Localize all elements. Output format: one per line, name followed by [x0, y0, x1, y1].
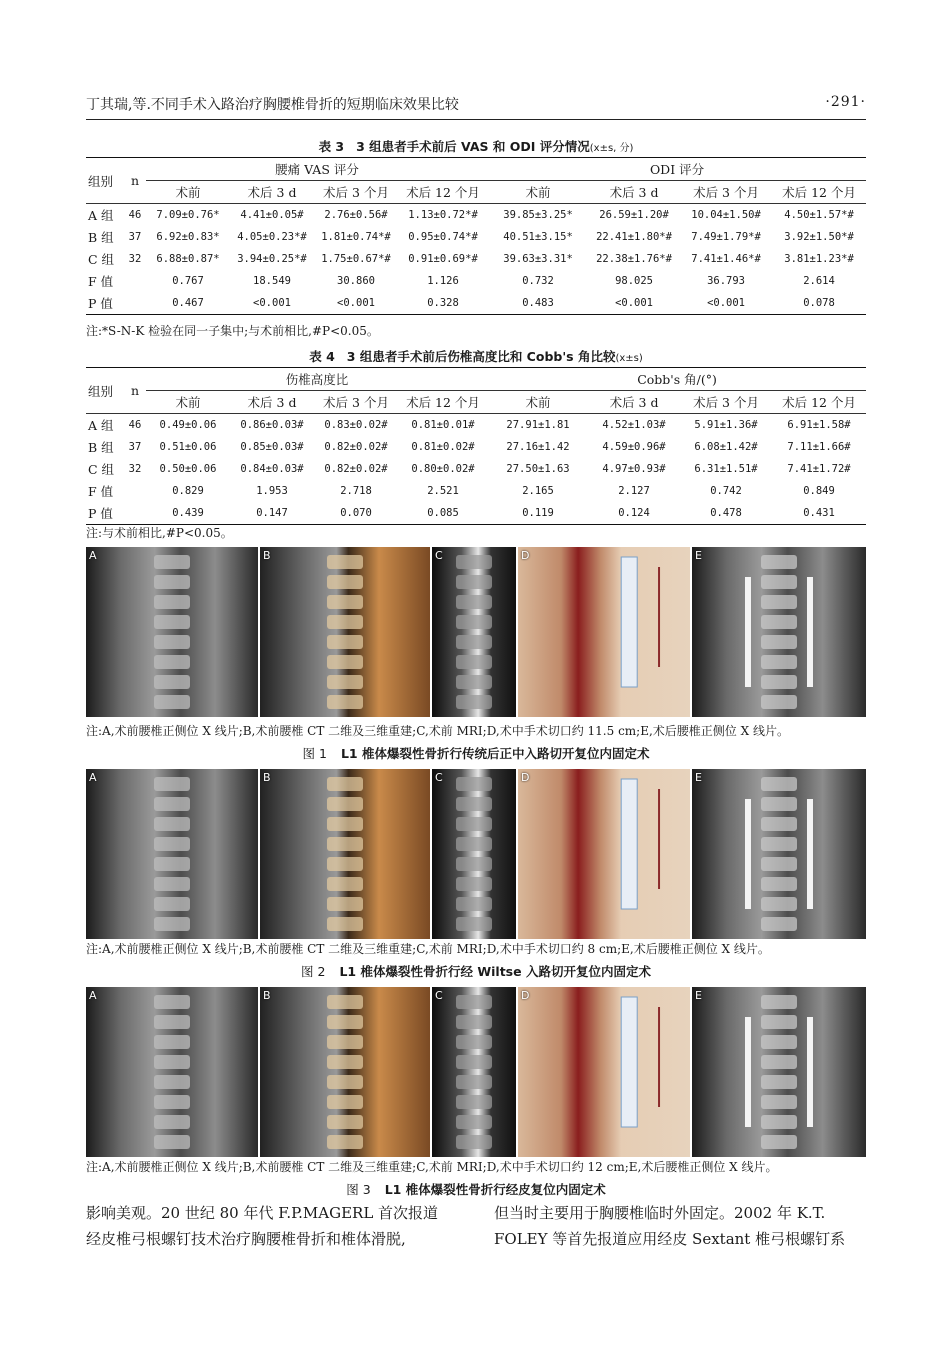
figure-panel [692, 769, 866, 939]
row-n: 37 [128, 441, 142, 453]
table4-note: 注:与术前相比,#P<0.05。 [86, 526, 233, 540]
subheader-cell: 术前 [525, 395, 551, 410]
figure3-caption [86, 1180, 866, 1198]
table-cell: 0.95±0.74*# [408, 231, 478, 243]
figure3-images [86, 987, 866, 1157]
figure2-caption [86, 962, 866, 980]
table-cell: 6.91±1.58# [787, 419, 851, 431]
subheader-cell: 术后 12 个月 [782, 395, 856, 410]
table-cell: 0.84±0.03# [240, 463, 304, 475]
row-n: 46 [128, 209, 142, 221]
subheader-cell: 术后 3 个月 [323, 395, 389, 410]
row-label: P 值 [88, 506, 113, 521]
table-row [86, 436, 866, 458]
table-cell: 98.025 [615, 275, 653, 287]
table-cell: 0.467 [172, 297, 204, 309]
panel-label: C [435, 989, 443, 1002]
table-cell: 0.86±0.03# [240, 419, 304, 431]
table-cell: 0.49±0.06 [159, 419, 217, 431]
table-cell: 0.91±0.69*# [408, 253, 478, 265]
figure3-note: 注:A,术前腰椎正侧位 X 线片;B,术前腰椎 CT 二维及三维重建;C,术前 MRI;D,术中手术切口约 12 cm;E,术后腰椎正侧位 X 线片。 [86, 1160, 778, 1174]
table-row [86, 480, 866, 502]
figure2-title: L1 椎体爆裂性骨折行经 Wiltse 入路切开复位内固定术 [339, 964, 651, 979]
table-cell: 6.31±1.51# [694, 463, 758, 475]
body-line: 经皮椎弓根螺钉技术治疗胸腰椎骨折和椎体滑脱, [86, 1230, 406, 1248]
figure1-images [86, 547, 866, 717]
panel-label: D [521, 549, 530, 562]
figure-panel [518, 769, 690, 939]
figure-panel [260, 769, 430, 939]
figure1-title: L1 椎体爆裂性骨折行传统后正中入路切开复位内固定术 [340, 746, 650, 761]
table-row [86, 502, 866, 525]
table4-title-suffix: (x±s) [615, 353, 643, 364]
table-cell: 7.41±1.46*# [691, 253, 761, 265]
table3-note: 注:*S-N-K 检验在同一子集中;与术前相比,#P<0.05。 [86, 324, 379, 338]
subheader-cell: 术后 12 个月 [406, 185, 480, 200]
row-label: A 组 [88, 208, 114, 223]
height-group-header: 伤椎高度比 [146, 368, 488, 391]
table-cell: <0.001 [707, 297, 745, 309]
panel-label: E [695, 989, 702, 1002]
subheader-cell: 术后 12 个月 [406, 395, 480, 410]
col-group-header: 组别 [88, 173, 114, 189]
figure-panel [518, 547, 690, 717]
figure-panel [432, 987, 516, 1157]
table3-label: 表 3 [318, 139, 345, 154]
cobb-group-header: Cobb's 角/(°) [488, 368, 866, 391]
table-cell: 6.08±1.42# [694, 441, 758, 453]
running-title: 丁其瑞,等.不同手术入路治疗胸腰椎骨折的短期临床效果比较 [86, 97, 459, 113]
table-cell: 0.80±0.02# [411, 463, 475, 475]
table-cell: 27.50±1.63 [506, 463, 570, 475]
table4-label: 表 4 [309, 349, 335, 364]
figure-panel [86, 987, 258, 1157]
table-row [86, 204, 866, 227]
panel-label: E [695, 549, 702, 562]
subheader-cell: 术前 [175, 395, 201, 410]
body-text-left [86, 1200, 438, 1252]
table-cell: 2.614 [803, 275, 835, 287]
table-cell: 27.16±1.42 [506, 441, 570, 453]
figure3-label: 图 3 [346, 1182, 371, 1197]
table3-title: 3 组患者手术前后 VAS 和 ODI 评分情况 [356, 139, 590, 154]
table-cell: 7.41±1.72# [787, 463, 851, 475]
table-cell: 0.50±0.06 [159, 463, 217, 475]
row-n [124, 480, 146, 502]
table-cell: 2.521 [427, 485, 459, 497]
figure-panel [260, 547, 430, 717]
table-row [86, 292, 866, 315]
table-cell: 27.91±1.81 [506, 419, 570, 431]
table-cell: 1.126 [427, 275, 459, 287]
table4-caption [86, 347, 866, 365]
panel-label: B [263, 771, 271, 784]
panel-label: A [89, 549, 97, 562]
table-cell: 39.63±3.31* [503, 253, 573, 265]
table-cell: 1.953 [256, 485, 288, 497]
col-group-header: 组别 [88, 383, 114, 399]
running-header [86, 90, 866, 120]
table-cell: 0.82±0.02# [324, 463, 388, 475]
panel-label: D [521, 771, 530, 784]
table-cell: 0.767 [172, 275, 204, 287]
subheader-cell: 术前 [525, 185, 551, 200]
table-cell: 4.59±0.96# [602, 441, 666, 453]
table-cell: 1.13±0.72*# [408, 209, 478, 221]
col-n-header: n [130, 383, 140, 398]
table-cell: 0.124 [618, 507, 650, 519]
panel-label: C [435, 549, 443, 562]
table-cell: 26.59±1.20# [599, 209, 669, 221]
row-label: P 值 [88, 296, 113, 311]
table-cell: 30.860 [337, 275, 375, 287]
table3-caption [86, 137, 866, 155]
figure2-images [86, 769, 866, 939]
row-label: C 组 [88, 462, 115, 477]
table3 [86, 157, 866, 315]
row-label: B 组 [88, 440, 114, 455]
figure-panel [260, 987, 430, 1157]
table-cell: 2.165 [522, 485, 554, 497]
table-cell: 18.549 [253, 275, 291, 287]
table-cell: 5.91±1.36# [694, 419, 758, 431]
figure2-label: 图 2 [301, 964, 326, 979]
table-cell: 0.81±0.01# [411, 419, 475, 431]
table-cell: 0.732 [522, 275, 554, 287]
table-row [86, 270, 866, 292]
table-cell: 0.742 [710, 485, 742, 497]
table4-subheader-row [86, 391, 866, 414]
row-label: F 值 [88, 484, 114, 499]
subheader-cell: 术后 3 个月 [693, 395, 759, 410]
table-cell: 0.070 [340, 507, 372, 519]
table-cell: 0.119 [522, 507, 554, 519]
table-cell: 36.793 [707, 275, 745, 287]
table-cell: 10.04±1.50# [691, 209, 761, 221]
table4-title: 3 组患者手术前后伤椎高度比和 Cobb's 角比较 [346, 349, 616, 364]
table-cell: 4.52±1.03# [602, 419, 666, 431]
table-cell: 0.478 [710, 507, 742, 519]
panel-label: A [89, 771, 97, 784]
row-n: 32 [128, 463, 142, 475]
body-line: 但当时主要用于胸腰椎临时外固定。2002 年 K.T. [494, 1204, 826, 1222]
subheader-cell: 术后 3 个月 [693, 185, 759, 200]
figure-panel [692, 547, 866, 717]
table-cell: 3.81±1.23*# [784, 253, 854, 265]
figure-panel [86, 769, 258, 939]
table-cell: 0.483 [522, 297, 554, 309]
table-cell: <0.001 [337, 297, 375, 309]
table-cell: 4.41±0.05# [240, 209, 304, 221]
table-cell: <0.001 [253, 297, 291, 309]
table-cell: 1.75±0.67*# [321, 253, 391, 265]
table-cell: 6.92±0.83* [156, 231, 220, 243]
table3-title-suffix: (x±s, 分) [589, 143, 634, 154]
table-cell: 2.76±0.56# [324, 209, 388, 221]
subheader-cell: 术后 3 个月 [323, 185, 389, 200]
subheader-cell: 术后 3 d [247, 185, 297, 200]
table-cell: 1.81±0.74*# [321, 231, 391, 243]
subheader-cell: 术后 3 d [247, 395, 297, 410]
panel-label: A [89, 989, 97, 1002]
table-cell: 0.81±0.02# [411, 441, 475, 453]
table-cell: 6.88±0.87* [156, 253, 220, 265]
table3-subheader-row [86, 181, 866, 204]
row-n [124, 502, 146, 525]
table-cell: 0.439 [172, 507, 204, 519]
subheader-cell: 术后 3 d [609, 185, 659, 200]
figure-panel [518, 987, 690, 1157]
panel-label: E [695, 771, 702, 784]
panel-label: C [435, 771, 443, 784]
table-cell: 0.829 [172, 485, 204, 497]
row-label: F 值 [88, 274, 114, 289]
table-cell: 7.49±1.79*# [691, 231, 761, 243]
panel-label: B [263, 989, 271, 1002]
table-cell: 0.849 [803, 485, 835, 497]
table-cell: 7.11±1.66# [787, 441, 851, 453]
vas-group-header: 腰痛 VAS 评分 [146, 158, 488, 181]
row-n: 37 [128, 231, 142, 243]
table-cell: 2.127 [618, 485, 650, 497]
figure1-note: 注:A,术前腰椎正侧位 X 线片;B,术前腰椎 CT 二维及三维重建;C,术前 MRI;D,术中手术切口约 11.5 cm;E,术后腰椎正侧位 X 线片。 [86, 724, 789, 738]
table-cell: 0.431 [803, 507, 835, 519]
body-line: FOLEY 等首先报道应用经皮 Sextant 椎弓根螺钉系 [494, 1230, 846, 1248]
figure-panel [86, 547, 258, 717]
col-n-header: n [130, 173, 140, 188]
table-cell: 22.41±1.80*# [596, 231, 672, 243]
row-label: A 组 [88, 418, 114, 433]
table-cell: 0.51±0.06 [159, 441, 217, 453]
table-cell: 0.085 [427, 507, 459, 519]
odi-group-header: ODI 评分 [488, 158, 866, 181]
table-cell: 7.09±0.76* [156, 209, 220, 221]
row-n [124, 270, 146, 292]
table4 [86, 367, 866, 525]
subheader-cell: 术前 [175, 185, 201, 200]
page-number: ·291· [825, 94, 866, 110]
table-cell: 3.94±0.25*# [237, 253, 307, 265]
table-cell: 3.92±1.50*# [784, 231, 854, 243]
row-label: C 组 [88, 252, 115, 267]
table-cell: 0.328 [427, 297, 459, 309]
table-row [86, 414, 866, 437]
table-cell: 0.85±0.03# [240, 441, 304, 453]
subheader-cell: 术后 12 个月 [782, 185, 856, 200]
table-cell: 39.85±3.25* [503, 209, 573, 221]
figure3-title: L1 椎体爆裂性骨折行经皮复位内固定术 [384, 1182, 606, 1197]
table-cell: 0.82±0.02# [324, 441, 388, 453]
table-cell: 22.38±1.76*# [596, 253, 672, 265]
table-row [86, 226, 866, 248]
table-cell: 0.147 [256, 507, 288, 519]
figure-panel [432, 769, 516, 939]
table-row [86, 248, 866, 270]
table-cell: 40.51±3.15* [503, 231, 573, 243]
body-line: 影响美观。20 世纪 80 年代 F.P.MAGERL 首次报道 [86, 1204, 439, 1222]
figure-panel [692, 987, 866, 1157]
row-n: 32 [128, 253, 142, 265]
figure-panel [432, 547, 516, 717]
panel-label: D [521, 989, 530, 1002]
subheader-cell: 术后 3 d [609, 395, 659, 410]
table-cell: 2.718 [340, 485, 372, 497]
header-rule [86, 119, 866, 120]
table-cell: 0.078 [803, 297, 835, 309]
panel-label: B [263, 549, 271, 562]
row-n [124, 292, 146, 315]
body-text-right [494, 1200, 845, 1252]
table-cell: 4.05±0.23*# [237, 231, 307, 243]
table-row [86, 458, 866, 480]
table-cell: <0.001 [615, 297, 653, 309]
figure1-caption [86, 744, 866, 762]
figure2-note: 注:A,术前腰椎正侧位 X 线片;B,术前腰椎 CT 二维及三维重建;C,术前 MRI;D,术中手术切口约 8 cm;E,术后腰椎正侧位 X 线片。 [86, 942, 770, 956]
row-n: 46 [128, 419, 142, 431]
row-label: B 组 [88, 230, 114, 245]
figure1-label: 图 1 [302, 746, 327, 761]
table-cell: 0.83±0.02# [324, 419, 388, 431]
table-cell: 4.97±0.93# [602, 463, 666, 475]
table-cell: 4.50±1.57*# [784, 209, 854, 221]
